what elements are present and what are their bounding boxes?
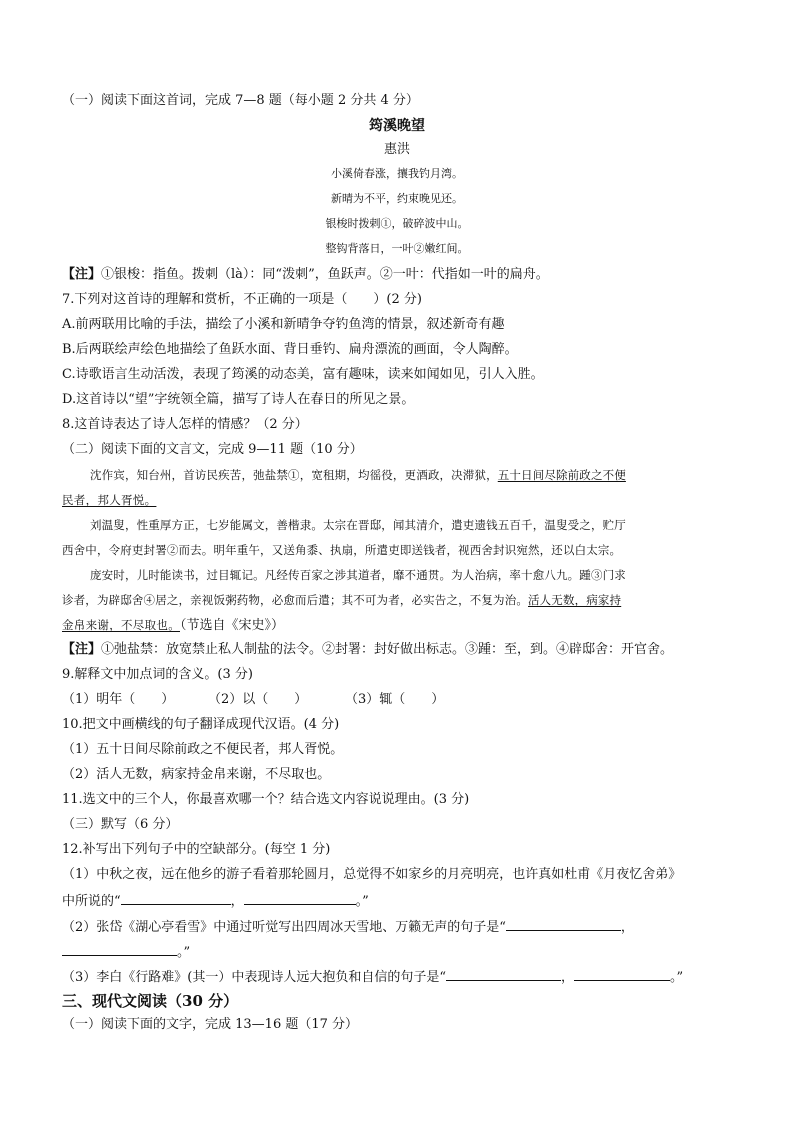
q7-stem: 7.下列对这首诗的理解和赏析，不正确的一项是（ ）(2 分) bbox=[62, 292, 422, 307]
passage-p2-line2: 西舍中，令府吏封署②而去。明年重午，又送角黍、执扇，所遣吏即送钱者，视西舍封识宛然，还以白太宗。 bbox=[62, 543, 622, 557]
q12-blank-5[interactable] bbox=[446, 968, 561, 981]
poem-line-2: 新晴为不平，约束晚见还。 bbox=[331, 192, 463, 205]
passage-p1-line1 bbox=[90, 467, 626, 483]
poem-note-text: ①银梭：指鱼。拨刺（là）：同“泼刺”，鱼跃声。②一叶：代指如一叶的扁舟。 bbox=[101, 267, 549, 282]
poem-title: 筠溪晚望 bbox=[369, 118, 425, 134]
q9-item-1: （1）明年（ ） bbox=[62, 692, 175, 707]
q7-option-d: D.这首诗以“望”字统领全篇，描写了诗人在春日的所见之景。 bbox=[62, 392, 415, 407]
q12-item1-sep: ， bbox=[230, 894, 244, 909]
passage-p1-underlined-a: 五十日间尽除前政之不便 bbox=[497, 468, 626, 482]
q12-item3 bbox=[62, 968, 683, 986]
q10-stem: 10.把文中画横线的句子翻译成现代汉语。(4 分) bbox=[62, 717, 340, 732]
poem-note bbox=[62, 267, 549, 283]
part1-header: （一）阅读下面这首词，完成 7—8 题（每小题 2 分共 4 分） bbox=[62, 93, 419, 108]
poem-author: 惠洪 bbox=[383, 142, 410, 157]
q12-item2-prefix: （2）张岱《湖心亭看雪》中通过听觉写出四周冰天雪地、万籁无声的句子是“ bbox=[62, 920, 506, 935]
q12-item2-end: 。” bbox=[177, 945, 191, 960]
passage-p1-line2 bbox=[62, 492, 156, 508]
q11-stem: 11.选文中的三个人，你最喜欢哪一个？结合选文内容说说理由。(3 分) bbox=[62, 792, 470, 807]
q9-stem: 9.解释文中加点词的含义。(3 分) bbox=[62, 667, 253, 682]
q12-item2-line2 bbox=[62, 943, 190, 961]
poem-line-4: 整钩背落日，一叶②嫩红间。 bbox=[325, 242, 469, 255]
poem-line-1: 小溪倚春涨，攘我钓月湾。 bbox=[331, 167, 463, 180]
q12-item3-end: 。” bbox=[670, 970, 684, 985]
q12-item3-prefix: （3）李白《行路难》(其一）中表现诗人远大抱负和自信的句子是“ bbox=[62, 970, 446, 985]
poem-line-3: 银梭时拨剌①，破碎波中山。 bbox=[325, 217, 469, 230]
passage-p3-line2 bbox=[62, 592, 621, 608]
q7-option-a: A.前两联用比喻的手法，描绘了小溪和新晴争夺钓鱼湾的情景，叙述新奇有趣 bbox=[62, 317, 505, 332]
passage-note-label: 【注】 bbox=[62, 642, 102, 657]
q12-item3-sep: ， bbox=[561, 970, 575, 985]
passage-p3-line1: 庞安时，儿时能读书，过目辄记。凡经传百家之涉其道者，靡不通贯。为人治病，率十愈八九。踵③门求 bbox=[90, 568, 626, 582]
q12-item1-end: 。” bbox=[355, 894, 369, 909]
passage-p1-text: 沈作宾，知台州，首访民疾苦，弛盐禁①，宽租期，均徭役，更酒政，决滞狱， bbox=[90, 468, 498, 482]
q7-option-b: B.后两联绘声绘色地描绘了鱼跃水面、背日垂钓、扁舟漂流的画面，令人陶醉。 bbox=[62, 342, 518, 357]
q8-stem: 8.这首诗表达了诗人怎样的情感？（2 分） bbox=[62, 417, 308, 432]
poem-note-label: 【注】 bbox=[62, 267, 102, 282]
part2-header: （二）阅读下面的文言文，完成 9—11 题（10 分） bbox=[62, 442, 363, 457]
passage-p1-underlined-b: 民者，邦人胥悦。 bbox=[62, 493, 157, 507]
passage-p3-line3 bbox=[62, 617, 284, 634]
passage-note bbox=[62, 642, 673, 658]
q12-blank-6[interactable] bbox=[574, 968, 670, 981]
q12-item2-line1 bbox=[62, 918, 634, 936]
q7-option-c: C.诗歌语言生动活泼，表现了筠溪的动态美，富有趣味，读来如闻如见，引人入胜。 bbox=[62, 367, 544, 382]
q12-item2-sep: ， bbox=[620, 920, 634, 935]
part3-header: （三）默写（6 分） bbox=[62, 817, 179, 832]
passage-p3-underlined-b: 金帛来谢，不尽取也。 bbox=[62, 618, 180, 632]
q12-blank-2[interactable] bbox=[244, 892, 356, 905]
passage-p3-underlined-a: 活人无数，病家持 bbox=[528, 593, 622, 607]
modern-part1-header: （一）阅读下面的文字，完成 13—16 题（17 分） bbox=[62, 1017, 359, 1032]
passage-source: （节选自《宋史》） bbox=[180, 618, 285, 633]
section3-title: 三、现代文阅读（30 分） bbox=[62, 992, 239, 1010]
q10-item-1: （1）五十日间尽除前政之不便民者，邦人胥悦。 bbox=[62, 742, 344, 757]
q12-item1-line1: （1）中秋之夜，远在他乡的游子看着那轮圆月，总觉得不如家乡的月亮明亮，也许真如杜甫《月夜忆舍弟》 bbox=[62, 867, 682, 882]
passage-p3-text: 诊者，为辟邸舍④居之，亲视饭粥药物，必愈而后遣；其不可为者，必实告之，不复为治。 bbox=[62, 593, 528, 607]
q9-item-2: （2）以（ ） bbox=[208, 692, 308, 707]
q12-item1-line2 bbox=[62, 892, 369, 910]
q10-item-2: （2）活人无数，病家持金帛来谢，不尽取也。 bbox=[62, 767, 331, 782]
q12-blank-3[interactable] bbox=[506, 918, 621, 931]
q9-item-3: （3）辄（ ） bbox=[345, 692, 445, 707]
q12-blank-1[interactable] bbox=[121, 892, 231, 905]
q12-item1-prefix: 中所说的“ bbox=[62, 894, 121, 909]
q12-blank-4[interactable] bbox=[62, 943, 177, 956]
passage-p2-line1: 刘温叟，性重厚方正，七岁能属文，善楷隶。太宗在晋邸，闻其清介，遣吏遗钱五百千，温叟受之，贮厅 bbox=[90, 518, 626, 532]
passage-note-text: ①弛盐禁：放宽禁止私人制盐的法令。②封署：封好做出标志。③踵：至，到。④辟邸舍：开官舍。 bbox=[101, 642, 674, 657]
q12-stem: 12.补写出下列句子中的空缺部分。(每空 1 分) bbox=[62, 842, 331, 857]
